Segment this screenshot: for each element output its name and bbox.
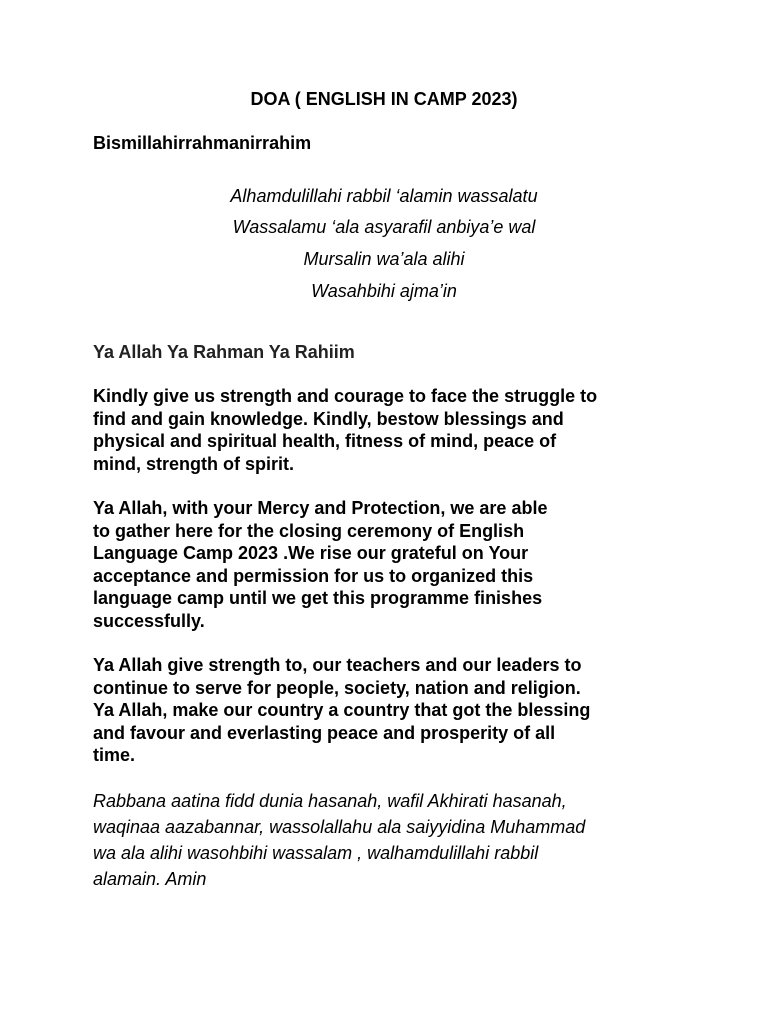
verse-line: Mursalin wa’ala alihi [303, 249, 465, 269]
paragraph-line: acceptance and permission for us to organized this [93, 565, 534, 586]
verse-line: Alhamdulillahi rabbil ‘alamin wassalatu [230, 186, 538, 206]
paragraph-line: successfully. [93, 610, 205, 631]
closing-line: wa ala alihi wasohbihi wassalam , walhamdulillahi rabbil [93, 843, 539, 863]
paragraph-line: Ya Allah, with your Mercy and Protection, we are able [93, 498, 548, 518]
paragraph-line: mind, strength of spirit. [93, 453, 294, 474]
document-title: DOA ( ENGLISH IN CAMP 2023) [250, 89, 518, 109]
paragraph-line: Kindly give us strength and courage to face the struggle to [93, 386, 598, 406]
closing-line: waqinaa aazabannar, wassolallahu ala saiyyidina Muhammad [93, 817, 586, 837]
paragraph-line: find and gain knowledge. Kindly, bestow blessings and [93, 408, 564, 429]
paragraph-line: Ya Allah give strength to, our teachers and our leaders to [93, 655, 582, 675]
verse-line: Wassalamu ‘ala asyarafil anbiya’e wal [232, 217, 536, 237]
paragraph-line: Ya Allah, make our country a country that got the blessing [93, 700, 591, 720]
paragraph-line: Language Camp 2023 .We rise our grateful on Your [93, 543, 529, 563]
closing-prayer [93, 788, 693, 892]
opening-line: Bismillahirrahmanirrahim [93, 133, 312, 153]
paragraph-gathering [93, 497, 693, 632]
closing-line: alamain. Amin [93, 869, 207, 889]
closing-line: Rabbana aatina fidd dunia hasanah, wafil Akhirati hasanah, [93, 791, 567, 811]
paragraph-teachers [93, 654, 693, 767]
paragraph-line: physical and spiritual health, fitness of mind, peace of [93, 431, 557, 451]
invocation-heading: Ya Allah Ya Rahman Ya Rahiim [93, 342, 355, 362]
paragraph-line: time. [93, 745, 136, 765]
paragraph-line: to gather here for the closing ceremony of English [93, 520, 525, 541]
paragraph-line: continue to serve for people, society, nation and religion. [93, 677, 581, 698]
verse-line: Wasahbihi ajma’in [311, 281, 457, 301]
paragraph-line: and favour and everlasting peace and prosperity of all [93, 722, 556, 743]
paragraph-line: language camp until we get this programme finishes [93, 588, 543, 608]
paragraph-strength [93, 385, 693, 475]
